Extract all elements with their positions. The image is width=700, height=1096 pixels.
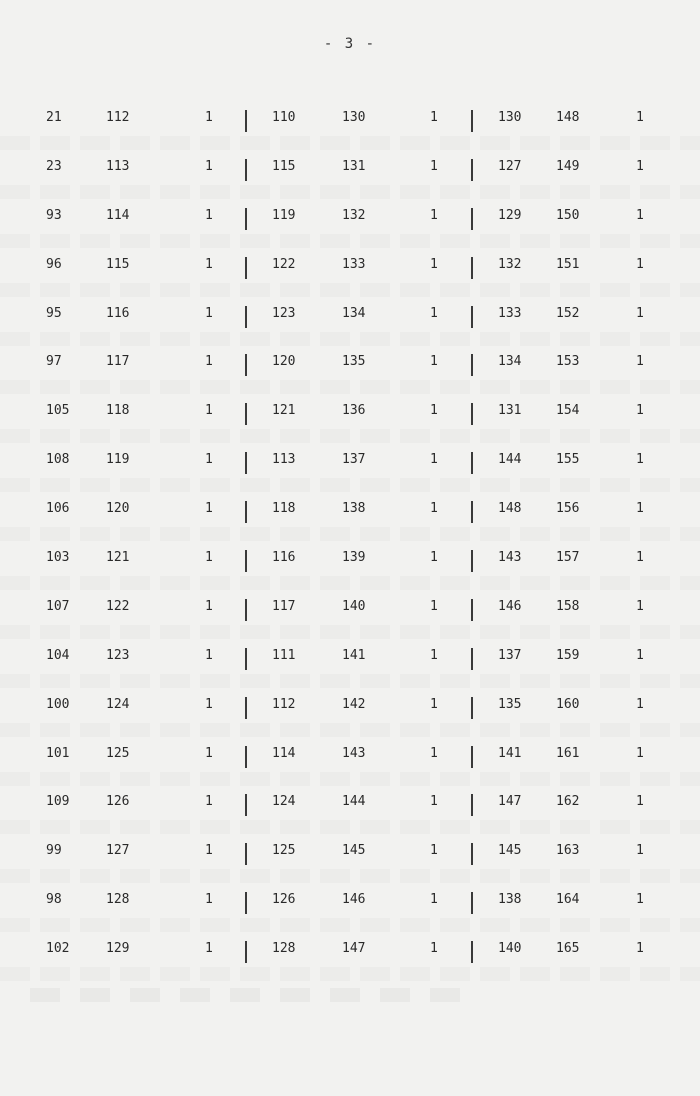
bleed-through-shadow — [0, 625, 700, 639]
table-cell: 1 — [430, 598, 438, 614]
table-cell: 148 — [556, 110, 580, 125]
table-cell: 1 — [205, 354, 213, 370]
column-separator — [245, 257, 247, 279]
table-cell: 139 — [342, 550, 366, 566]
column-separator — [471, 257, 473, 279]
column-separator — [471, 648, 473, 670]
bleed-through-shadow — [0, 332, 700, 346]
table-cell: 1 — [205, 305, 213, 321]
table-cell: 129 — [498, 207, 522, 223]
table-cell: 1 — [636, 696, 644, 712]
table-cell: 146 — [498, 598, 522, 614]
table-cell: 1 — [430, 550, 438, 566]
column-separator — [245, 208, 247, 230]
table-cell: 118 — [106, 403, 130, 419]
table-cell: 1 — [205, 647, 213, 663]
table-cell: 124 — [272, 794, 296, 810]
table-cell: 1 — [636, 354, 644, 370]
column-separator — [245, 110, 247, 132]
column-separator — [471, 159, 473, 181]
table-cell: 97 — [46, 354, 62, 370]
table-cell: 1 — [205, 892, 213, 908]
table-cell: 145 — [498, 843, 522, 859]
column-separator — [471, 354, 473, 376]
table-cell: 115 — [106, 256, 130, 272]
table-cell: 159 — [556, 647, 580, 663]
table-cell: 150 — [556, 207, 580, 223]
table-cell: 1 — [205, 256, 213, 272]
table-cell: 1 — [636, 501, 644, 517]
column-separator — [245, 941, 247, 963]
table-cell: 104 — [46, 647, 70, 663]
bleed-through-shadow — [0, 234, 700, 248]
table-cell: 21 — [46, 110, 62, 125]
table-cell: 1 — [205, 843, 213, 859]
table-cell: 1 — [205, 501, 213, 517]
bleed-through-shadow — [0, 820, 700, 834]
table-cell: 1 — [636, 745, 644, 761]
column-separator — [471, 746, 473, 768]
table-cell: 100 — [46, 696, 70, 712]
column-separator — [245, 159, 247, 181]
table-cell: 1 — [205, 696, 213, 712]
table-cell: 1 — [205, 550, 213, 566]
table-cell: 1 — [636, 598, 644, 614]
table-cell: 151 — [556, 256, 580, 272]
table-cell: 1 — [205, 403, 213, 419]
table-cell: 107 — [46, 598, 70, 614]
table-cell: 1 — [430, 501, 438, 517]
table-cell: 93 — [46, 207, 62, 223]
table-cell: 163 — [556, 843, 580, 859]
table-cell: 111 — [272, 647, 296, 663]
table-cell: 1 — [430, 403, 438, 419]
column-separator — [471, 452, 473, 474]
table-cell: 138 — [342, 501, 366, 517]
column-separator — [471, 403, 473, 425]
table-cell: 112 — [106, 110, 130, 125]
bleed-through-shadow — [0, 283, 700, 297]
table-cell: 138 — [498, 892, 522, 908]
table-cell: 140 — [342, 598, 366, 614]
column-separator — [245, 550, 247, 572]
table-row — [0, 939, 700, 988]
table-cell: 154 — [556, 403, 580, 419]
table-row — [0, 548, 700, 597]
table-cell: 114 — [106, 207, 130, 223]
bleed-through-shadow — [0, 429, 700, 443]
bleed-through-shadow — [0, 185, 700, 199]
table-cell: 141 — [342, 647, 366, 663]
column-separator — [245, 794, 247, 816]
table-cell: 155 — [556, 452, 580, 468]
bleed-through-shadow — [0, 527, 700, 541]
table-cell: 1 — [430, 256, 438, 272]
table-cell: 1 — [430, 941, 438, 957]
table-cell: 1 — [205, 745, 213, 761]
table-cell: 112 — [272, 696, 296, 712]
table-cell: 113 — [272, 452, 296, 468]
table-cell: 120 — [272, 354, 296, 370]
table-row — [0, 499, 700, 548]
table-cell: 143 — [342, 745, 366, 761]
table-cell: 119 — [106, 452, 130, 468]
table-cell: 1 — [430, 745, 438, 761]
bleed-through-shadow — [0, 136, 700, 150]
table-cell: 1 — [205, 598, 213, 614]
table-cell: 125 — [106, 745, 130, 761]
table-row — [0, 450, 700, 499]
table-cell: 113 — [106, 158, 130, 174]
table-cell: 114 — [272, 745, 296, 761]
table-cell: 109 — [46, 794, 70, 810]
table-cell: 134 — [342, 305, 366, 321]
table-cell: 148 — [498, 501, 522, 517]
table-cell: 133 — [342, 256, 366, 272]
table-cell: 1 — [205, 158, 213, 174]
table-cell: 1 — [636, 256, 644, 272]
table-cell: 136 — [342, 403, 366, 419]
column-separator — [245, 452, 247, 474]
column-separator — [245, 843, 247, 865]
table-cell: 101 — [46, 745, 70, 761]
bleed-through-shadow — [0, 869, 700, 883]
table-cell: 1 — [636, 207, 644, 223]
table-cell: 132 — [498, 256, 522, 272]
table-row — [0, 695, 700, 744]
table-cell: 132 — [342, 207, 366, 223]
table-cell: 137 — [498, 647, 522, 663]
table-row — [0, 206, 700, 255]
table-cell: 162 — [556, 794, 580, 810]
bleed-through-shadow — [0, 674, 700, 688]
table-cell: 127 — [106, 843, 130, 859]
table-cell: 1 — [430, 452, 438, 468]
table-cell: 116 — [106, 305, 130, 321]
table-cell: 108 — [46, 452, 70, 468]
table-cell: 1 — [205, 110, 213, 125]
table-cell: 106 — [46, 501, 70, 517]
table-row — [0, 157, 700, 206]
table-row — [0, 841, 700, 890]
table-cell: 1 — [636, 794, 644, 810]
bleed-through-shadow — [0, 967, 700, 981]
table-cell: 143 — [498, 550, 522, 566]
table-cell: 1 — [430, 647, 438, 663]
table-cell: 145 — [342, 843, 366, 859]
table-cell: 137 — [342, 452, 366, 468]
table-cell: 1 — [430, 305, 438, 321]
table-cell: 98 — [46, 892, 62, 908]
table-cell: 157 — [556, 550, 580, 566]
table-cell: 127 — [498, 158, 522, 174]
table-cell: 102 — [46, 941, 70, 957]
table-cell: 1 — [430, 158, 438, 174]
column-separator — [245, 354, 247, 376]
table-cell: 1 — [636, 550, 644, 566]
table-cell: 117 — [106, 354, 130, 370]
table-cell: 95 — [46, 305, 62, 321]
table-cell: 1 — [430, 843, 438, 859]
column-separator — [471, 208, 473, 230]
table-cell: 164 — [556, 892, 580, 908]
table-cell: 23 — [46, 158, 62, 174]
table-cell: 1 — [636, 110, 644, 125]
table-cell: 140 — [498, 941, 522, 957]
table-cell: 119 — [272, 207, 296, 223]
bleed-through-shadow — [30, 988, 470, 1002]
table-cell: 1 — [430, 794, 438, 810]
table-cell: 121 — [272, 403, 296, 419]
table-row — [0, 401, 700, 450]
table-cell: 125 — [272, 843, 296, 859]
table-cell: 153 — [556, 354, 580, 370]
table-cell: 130 — [342, 110, 366, 125]
table-cell: 118 — [272, 501, 296, 517]
table-cell: 135 — [342, 354, 366, 370]
column-separator — [245, 648, 247, 670]
table-cell: 144 — [342, 794, 366, 810]
table-row — [0, 108, 700, 157]
table-cell: 121 — [106, 550, 130, 566]
table-cell: 123 — [272, 305, 296, 321]
table-cell: 122 — [106, 598, 130, 614]
table-cell: 1 — [430, 110, 438, 125]
column-separator — [471, 501, 473, 523]
table-cell: 147 — [498, 794, 522, 810]
table-cell: 152 — [556, 305, 580, 321]
table-cell: 103 — [46, 550, 70, 566]
table-cell: 149 — [556, 158, 580, 174]
bleed-through-shadow — [0, 772, 700, 786]
table-cell: 142 — [342, 696, 366, 712]
table-cell: 165 — [556, 941, 580, 957]
table-cell: 156 — [556, 501, 580, 517]
column-separator — [471, 306, 473, 328]
table-cell: 96 — [46, 256, 62, 272]
table-cell: 126 — [106, 794, 130, 810]
table-cell: 133 — [498, 305, 522, 321]
table-cell: 147 — [342, 941, 366, 957]
table-cell: 161 — [556, 745, 580, 761]
table-row — [0, 597, 700, 646]
column-separator — [471, 892, 473, 914]
table-cell: 144 — [498, 452, 522, 468]
column-separator — [245, 746, 247, 768]
table-cell: 1 — [430, 354, 438, 370]
table-cell: 1 — [636, 892, 644, 908]
table-cell: 105 — [46, 403, 70, 419]
table-cell: 122 — [272, 256, 296, 272]
column-separator — [245, 306, 247, 328]
bleed-through-shadow — [0, 918, 700, 932]
bleed-through-shadow — [0, 723, 700, 737]
table-cell: 117 — [272, 598, 296, 614]
table-cell: 1 — [636, 452, 644, 468]
table-cell: 160 — [556, 696, 580, 712]
table-cell: 116 — [272, 550, 296, 566]
column-separator — [471, 697, 473, 719]
column-separator — [245, 501, 247, 523]
table-cell: 110 — [272, 110, 296, 125]
table-row — [0, 646, 700, 695]
table-cell: 135 — [498, 696, 522, 712]
column-separator — [471, 794, 473, 816]
column-separator — [245, 599, 247, 621]
table-row — [0, 744, 700, 793]
table-cell: 120 — [106, 501, 130, 517]
table-row — [0, 890, 700, 939]
table-cell: 128 — [106, 892, 130, 908]
column-separator — [245, 697, 247, 719]
table-row — [0, 352, 700, 401]
table-cell: 1 — [430, 696, 438, 712]
table-cell: 99 — [46, 843, 62, 859]
table-cell: 141 — [498, 745, 522, 761]
table-cell: 1 — [205, 794, 213, 810]
table-cell: 130 — [498, 110, 522, 125]
column-separator — [471, 110, 473, 132]
table-cell: 131 — [498, 403, 522, 419]
bleed-through-shadow — [0, 478, 700, 492]
table-cell: 146 — [342, 892, 366, 908]
table-cell: 1 — [205, 941, 213, 957]
table-cell: 1 — [636, 403, 644, 419]
page-number: - 3 - — [323, 36, 377, 52]
table-cell: 1 — [636, 843, 644, 859]
table-cell: 126 — [272, 892, 296, 908]
table-cell: 1 — [205, 207, 213, 223]
table-cell: 123 — [106, 647, 130, 663]
number-table — [0, 108, 700, 988]
column-separator — [471, 550, 473, 572]
table-row — [0, 792, 700, 841]
bleed-through-shadow — [0, 576, 700, 590]
column-separator — [471, 599, 473, 621]
table-cell: 131 — [342, 158, 366, 174]
table-row — [0, 304, 700, 353]
table-cell: 129 — [106, 941, 130, 957]
bleed-through-shadow — [0, 380, 700, 394]
table-cell: 1 — [636, 158, 644, 174]
table-cell: 1 — [205, 452, 213, 468]
table-cell: 1 — [636, 647, 644, 663]
column-separator — [471, 843, 473, 865]
column-separator — [245, 403, 247, 425]
table-cell: 1 — [430, 207, 438, 223]
table-cell: 128 — [272, 941, 296, 957]
table-cell: 1 — [636, 941, 644, 957]
table-row — [0, 255, 700, 304]
table-cell: 134 — [498, 354, 522, 370]
table-cell: 124 — [106, 696, 130, 712]
table-cell: 1 — [636, 305, 644, 321]
table-cell: 158 — [556, 598, 580, 614]
table-cell: 115 — [272, 158, 296, 174]
column-separator — [245, 892, 247, 914]
column-separator — [471, 941, 473, 963]
table-cell: 1 — [430, 892, 438, 908]
